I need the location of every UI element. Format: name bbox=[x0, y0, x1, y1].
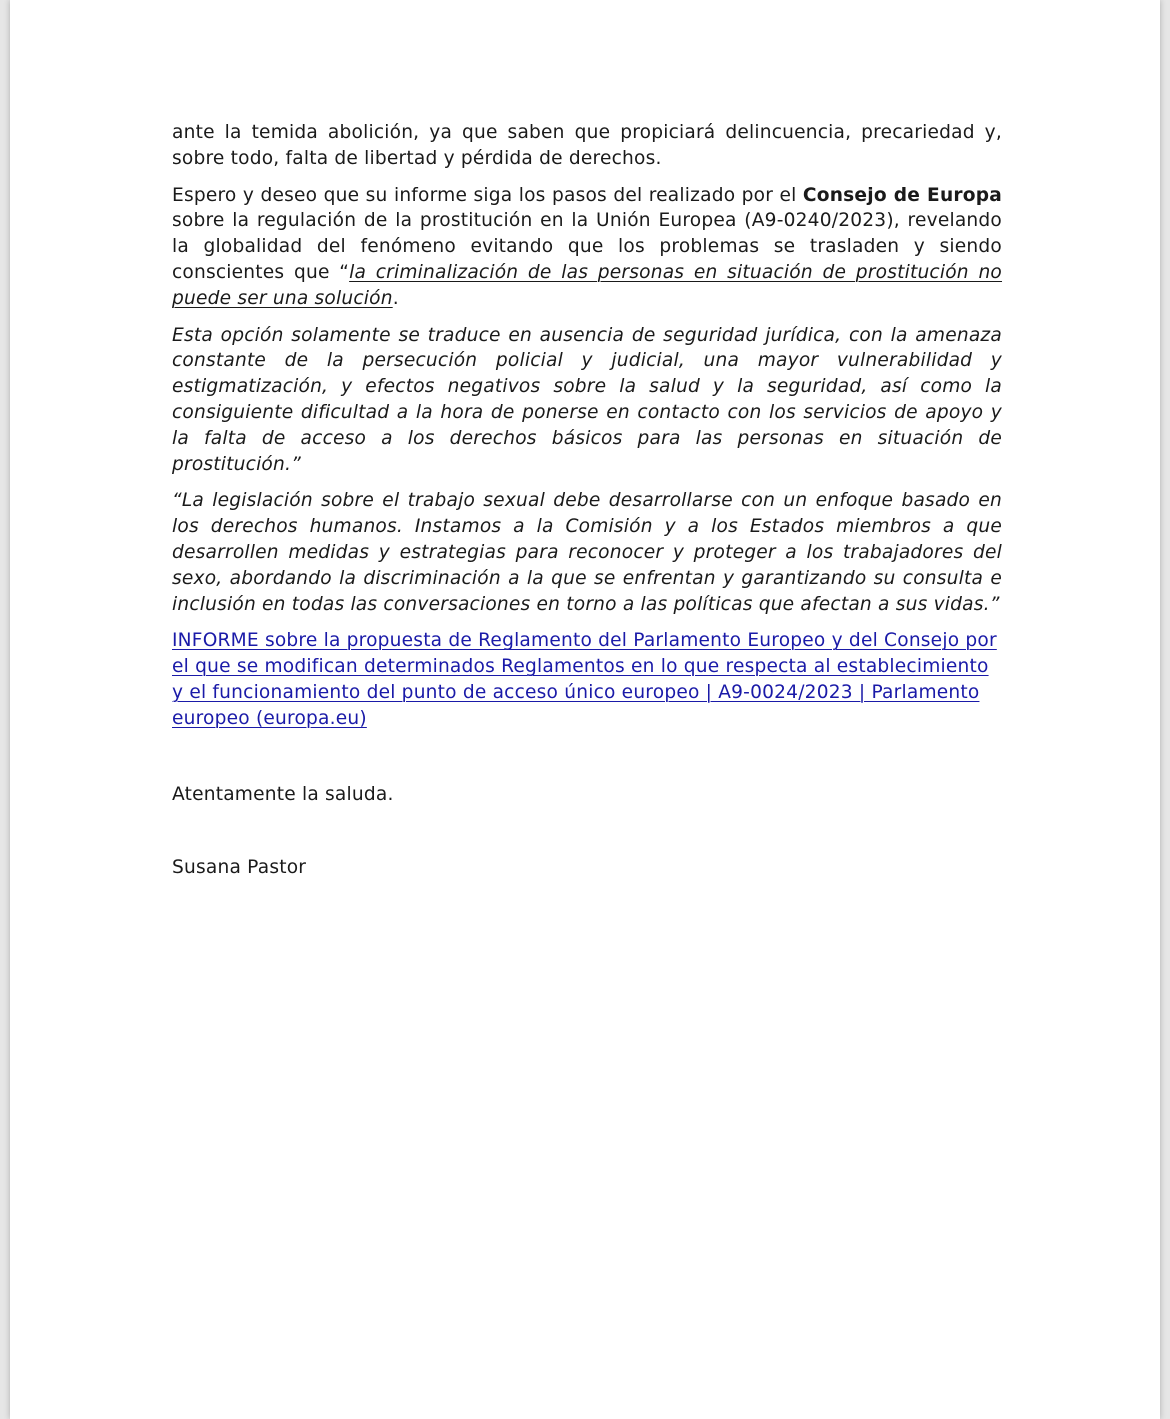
report-link[interactable]: INFORME sobre la propuesta de Reglamento del Parlamento Europeo y del Consejo por el que se modifican determinados Reglamentos en lo que respecta al establecimiento y el funcionamiento del punto de acceso único europeo | A9-0024/2023 | Parlamento europeo (europa.eu) bbox=[172, 630, 997, 729]
paragraph-council-report bbox=[172, 183, 1002, 312]
document-body bbox=[172, 120, 1002, 892]
document-page bbox=[10, 0, 1160, 1419]
paragraph-report-link bbox=[172, 628, 1002, 731]
quoted-criminalization: la criminalización de las personas en situación de prostitución no puede ser una solución bbox=[172, 261, 1003, 309]
paragraph-legal-insecurity: Esta opción solamente se traduce en ausencia de seguridad jurídica, con la amenaza constante de la persecución policial y judicial, una mayor vulnerabilidad y estigmatización, y efectos negativos sobre la salud y la seguridad, así como la consiguiente dificultad a la hora de ponerse en contacto con los servicios de apoyo y la falta de acceso a los derechos básicos para las personas en situación de prostitución.” bbox=[172, 324, 1002, 475]
paragraph-abolition: ante la temida abolición, ya que saben que propiciará delincuencia, precariedad y, sobre todo, falta de libertad y pérdida de derechos. bbox=[172, 122, 1002, 169]
paragraph-text: Espero y deseo que su informe siga los pasos del realizado por el bbox=[172, 184, 803, 206]
council-of-europe-bold: Consejo de Europa bbox=[802, 184, 1002, 206]
signature-name: Susana Pastor bbox=[172, 857, 307, 879]
paragraph-human-rights-quote: “La legislación sobre el trabajo sexual debe desarrollarse con un enfoque basado en los derechos humanos. Instamos a la Comisión y a los Estados miembros a que desarrollen medidas y estrategias para reconocer y proteger a los trabajadores del sexo, abordando la discriminación a la que se enfrentan y garantizando su consulta e inclusión en todas las conversaciones en torno a las políticas que afectan a sus vidas.” bbox=[172, 490, 1002, 615]
paragraph-end: . bbox=[392, 287, 399, 309]
paragraph-text: sobre la regulación de la prostitución en la Unión Europea (A9-0240/2023), revelando la globalidad del fenómeno evitando que los problemas se trasladen y siendo conscientes que “ bbox=[172, 210, 1002, 283]
closing-line: Atentamente la saluda. bbox=[172, 783, 394, 805]
